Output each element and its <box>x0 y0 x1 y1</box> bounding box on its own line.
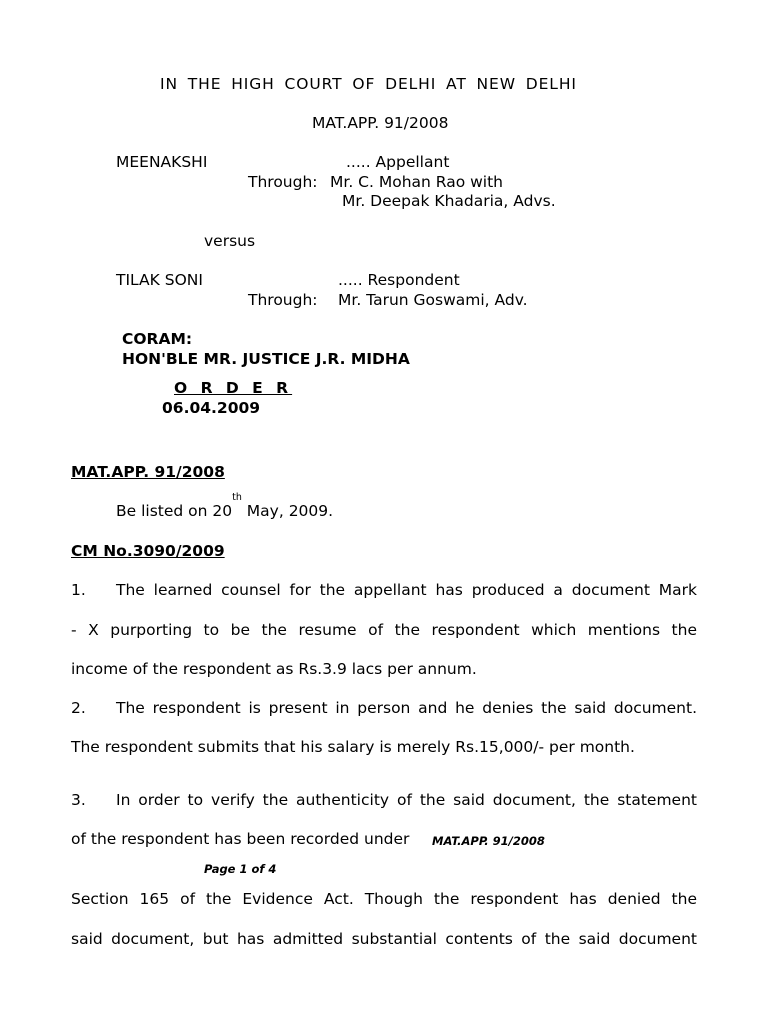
para1-line3: income of the respondent as Rs.3.9 lacs per annum. <box>71 660 477 678</box>
para2-line1: The respondent is present in person and he denies the said document. <box>116 699 697 717</box>
respondent-counsel: Mr. Tarun Goswami, Adv. <box>338 291 528 309</box>
order-heading: O R D E R <box>174 379 293 397</box>
section-heading-cm: CM No.3090/2009 <box>71 542 225 560</box>
para3-line2: of the respondent has been recorded under <box>71 830 410 848</box>
para3-line3: Section 165 of the Evidence Act. Though the respondent has denied the <box>71 890 697 908</box>
appellant-counsel-line1: Mr. C. Mohan Rao with <box>330 173 504 191</box>
para3-line4: said document, but has admitted substantial contents of the said document <box>71 930 697 948</box>
para2-number: 2. <box>71 699 86 717</box>
respondent-through-label: Through: <box>248 291 318 309</box>
para1-line2: - X purporting to be the resume of the respondent which mentions the <box>71 621 697 639</box>
footer-case-ref: MAT.APP. 91/2008 <box>432 834 545 848</box>
para2-line2: The respondent submits that his salary is merely Rs.15,000/- per month. <box>71 738 635 756</box>
footer-page-number: Page 1 of 4 <box>204 862 277 876</box>
coram-judge: HON'BLE MR. JUSTICE J.R. MIDHA <box>122 350 410 368</box>
appellant-role: ..... Appellant <box>346 153 450 171</box>
para3-line1: In order to verify the authenticity of the said document, the statement <box>116 791 697 809</box>
para1-line1: The learned counsel for the appellant has produced a document Mark <box>116 581 697 599</box>
respondent-role: ..... Respondent <box>338 271 460 289</box>
listing-ordinal: th <box>232 492 242 503</box>
section-heading-appeal: MAT.APP. 91/2008 <box>71 463 225 481</box>
appellant-counsel-line2: Mr. Deepak Khadaria, Advs. <box>342 192 556 210</box>
appellant-through-label: Through: <box>248 173 318 191</box>
appellant-name: MEENAKSHI <box>116 153 208 171</box>
versus-label: versus <box>204 232 256 250</box>
para1-number: 1. <box>71 581 86 599</box>
listing-suffix: May, 2009. <box>241 502 334 520</box>
listing-prefix: Be listed on 20 <box>116 502 233 520</box>
case-number: MAT.APP. 91/2008 <box>312 114 449 132</box>
para3-number: 3. <box>71 791 86 809</box>
order-date: 06.04.2009 <box>162 399 261 417</box>
listing-line <box>116 492 334 521</box>
court-title: IN THE HIGH COURT OF DELHI AT NEW DELHI <box>160 75 577 93</box>
coram-label: CORAM: <box>122 330 193 348</box>
respondent-name: TILAK SONI <box>116 271 203 289</box>
